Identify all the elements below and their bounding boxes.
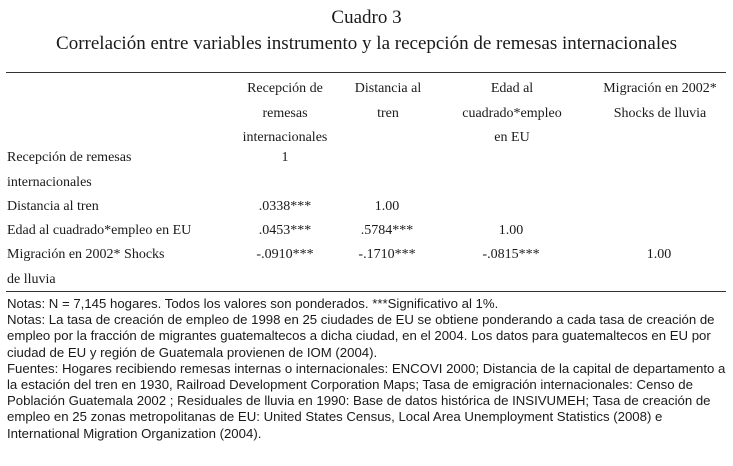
table-cell: .0338*** bbox=[258, 199, 312, 214]
table-notes bbox=[7, 296, 729, 442]
table-cell: -.0815*** bbox=[482, 247, 540, 262]
table-cell: 1.00 bbox=[498, 223, 524, 238]
note-methodology: Notas: La tasa de creación de empleo de 1998 en 25 ciudades de EU se obtiene ponderando a cada tasa de creación de empleo por la fracción de migrantes guatemaltecos a dicha ciudad, en el 2004. Los datos para guatemaltecos en EU por ciudad de EU y región de Guatemala provienen de IOM (2004). bbox=[7, 312, 715, 360]
col-header-line: Distancia al bbox=[354, 81, 422, 96]
row-label-line: Edad al cuadrado*empleo en EU bbox=[7, 223, 192, 238]
row-label-remesas bbox=[7, 146, 131, 195]
col-header-migracion bbox=[586, 77, 733, 126]
col-header-distancia bbox=[340, 77, 436, 126]
note-sample: Notas: N = 7,145 hogares. Todos los valores son ponderados. ***Significativo al 1%. bbox=[7, 296, 499, 311]
col-header-line: Recepción de bbox=[247, 81, 323, 96]
col-header-line: Migración en 2002* bbox=[603, 81, 717, 96]
row-label-line: internacionales bbox=[7, 174, 92, 190]
table-cell: -.1710*** bbox=[358, 247, 416, 262]
col-header-line: cuadrado*empleo bbox=[462, 105, 562, 121]
table-cell: .0453*** bbox=[258, 223, 312, 238]
col-header-line: Edad al bbox=[490, 81, 534, 96]
top-rule bbox=[6, 72, 726, 73]
table-cell: .5784*** bbox=[360, 223, 414, 238]
table-cell: 1.00 bbox=[646, 247, 672, 262]
table-subtitle: Correlación entre variables instrumento y la recepción de remesas internacionales bbox=[56, 33, 677, 54]
table-cell: 1.00 bbox=[374, 199, 400, 214]
col-header-line: en EU bbox=[494, 130, 530, 145]
col-header-remesas bbox=[230, 77, 340, 151]
row-label-distancia bbox=[7, 195, 99, 220]
col-header-line: Shocks de lluvia bbox=[613, 105, 707, 121]
col-header-line: tren bbox=[377, 105, 399, 121]
row-label-migracion bbox=[7, 243, 164, 292]
row-label-line: Migración en 2002* Shocks bbox=[7, 247, 165, 262]
col-header-edad bbox=[448, 77, 576, 151]
row-label-edad bbox=[7, 219, 191, 244]
col-header-line: internacionales bbox=[242, 130, 328, 145]
table-cell: 1 bbox=[281, 150, 289, 165]
row-label-line: Recepción de remesas bbox=[7, 150, 132, 165]
row-label-line: de lluvia bbox=[7, 271, 56, 287]
note-sources: Fuentes: Hogares recibiendo remesas internas o internacionales: ENCOVI 2000; Distancia de la capital de departamento a la estación del tren en 1930, Railroad Development Corporation Maps; Tasa de emigración internacionales: Censo de Población Guatemala 2002 ; Residuales de lluvia en 1990: Base de datos histórica de INSIVUMEH; Tasa de creación de empleo en 25 zonas metropolitanas de EU: United States Census, Local Area Unemployment Statistics (2008) e International Migration Organization (2004). bbox=[7, 360, 726, 441]
table-title: Cuadro 3 bbox=[331, 7, 402, 28]
row-label-line: Distancia al tren bbox=[7, 199, 99, 214]
table-cell: -.0910*** bbox=[256, 247, 314, 262]
col-header-line: remesas bbox=[262, 105, 308, 121]
bottom-rule bbox=[6, 291, 726, 292]
